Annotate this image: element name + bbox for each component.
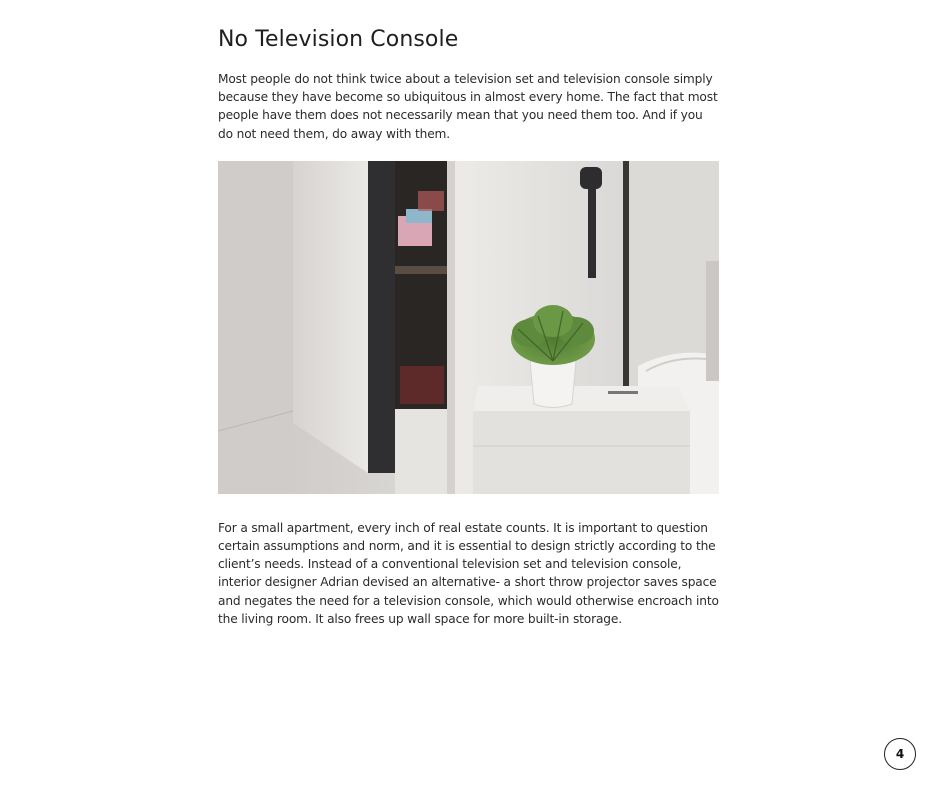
body-paragraph: For a small apartment, every inch of real estate counts. It is important to question certain assumptions and norm, and it is essential to design strictly according to the client’s needs. Instead of a conventional television set and television console, interior designer Adrian devised an alternative- a short throw projector saves space and negates the need for a television console, which would otherwise encroach into the living room. It also frees up wall space for more built-in storage. (218, 520, 719, 626)
bedroom-cabinet-photo (218, 161, 719, 494)
page-number: 4 (895, 747, 905, 761)
article (218, 0, 719, 628)
article-title: No Television Console (218, 27, 459, 52)
intro-paragraph: Most people do not think twice about a television set and television console simply because they have become so ubiquitous in almost every home. The fact that most people have them does not necessarily mean that you need them too. And if you do not need them, do away with them. (218, 72, 718, 141)
page-number-badge (884, 738, 916, 770)
